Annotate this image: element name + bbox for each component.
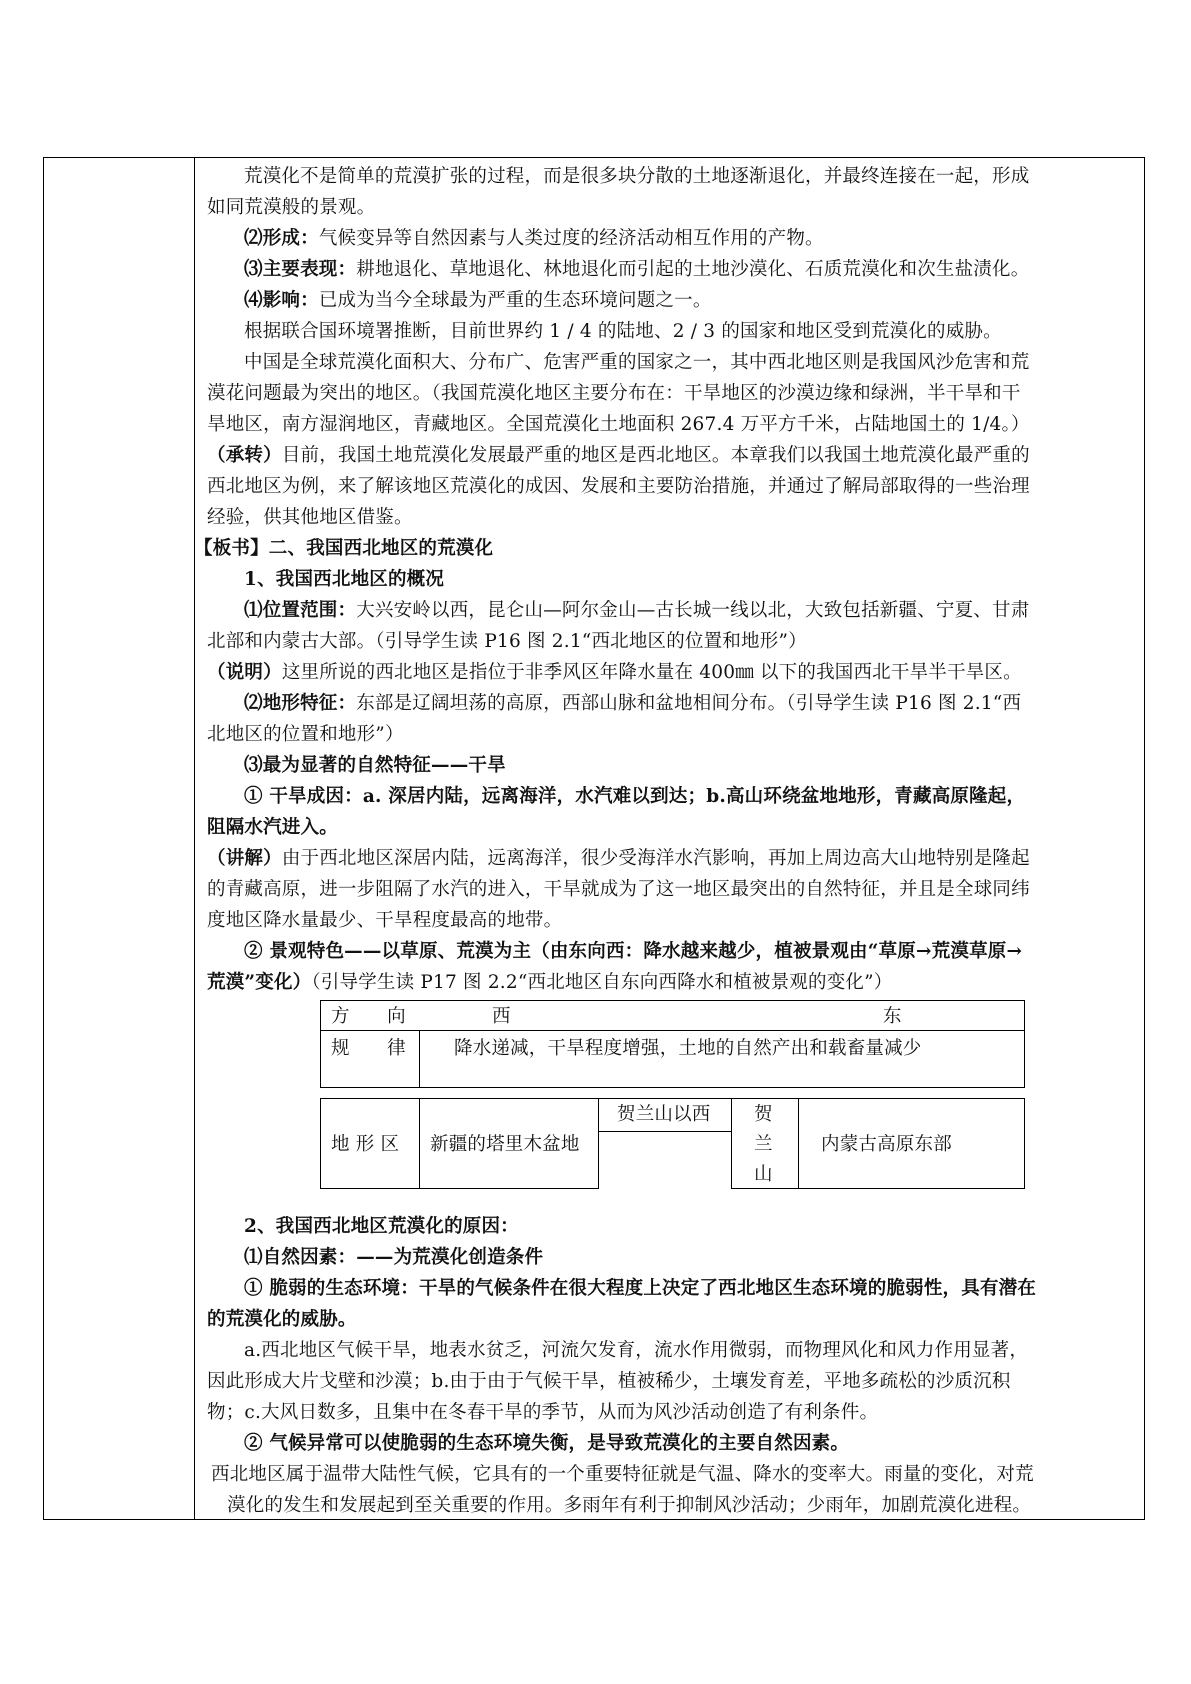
text-line [207,843,1127,874]
text-line: 北部和内蒙古大部。（引导学生读 P16 图 2.1“西北地区的位置和地形”） [207,631,807,652]
text-line [207,967,1127,998]
line-text: 目前，我国土地荒漠化发展最严重的地区是西北地区。本章我们以我国土地荒漠化最严重的 [281,445,1030,466]
terrain-cell-3 [731,1098,799,1189]
text-line: a.西北地区气候干旱，地表水贫乏，河流欠发育，流水作用微弱，而物理风化和风力作用显著， [244,1340,1029,1361]
text-line [207,223,1127,254]
line-text: 这里所说的西北地区是指位于非季风区年降水量在 400㎜ 以下的我国西北干旱半干旱区。 [281,662,1022,683]
bold-lead: ⑴自然因素：——为荒漠化创造条件 [244,1247,544,1268]
bold-lead: ⑶主要表现： [244,259,357,280]
rule-text: 降水递减，干旱程度增强，土地的自然产出和载畜量减少 [454,1038,922,1059]
text-line: 如同荒漠般的景观。 [207,197,376,218]
bold-lead: 阻隔水汽进入。 [207,817,338,838]
text-line: 的青藏高原，进一步阻隔了水汽的进入，干旱就成为了这一地区最突出的自然特征，并且是全球同纬 [207,879,1030,900]
text-line [207,812,1127,843]
terrain-cell-2 [598,1098,732,1132]
east-label: 东 [883,1006,902,1027]
bold-lead: （承转） [207,445,282,466]
rule-label: 规 律 [331,1038,406,1059]
text-line: 西北地区为例，来了解该地区荒漠化的成因、发展和主要防治措施，并通过了解局部取得的一些治理 [207,476,1030,497]
bold-lead: 荒漠”变化） [207,972,312,993]
text-line: 西北地区属于温带大陆性气候，它具有的一个重要特征就是气温、降水的变率大。雨量的变化，对荒 [211,1464,1034,1485]
terrain-3c: 山 [754,1164,773,1185]
lesson-content [194,161,1127,1521]
text-line: 因此形成大片戈壁和沙漠；b.由于由于气候干旱，植被稀少，土壤发育差，平地多疏松的沙质沉积 [207,1371,1011,1392]
text-line: 经验，供其他地区借鉴。 [207,507,413,528]
text-line [207,1273,1127,1304]
text-line: 物；c.大风日数多，且集中在冬春干旱的季节，从而为风沙活动创造了有利条件。 [207,1402,879,1423]
text-line [207,1211,1127,1242]
terrain-cell-1 [419,1098,599,1189]
text-line [207,1304,1127,1335]
line-text: 耕地退化、草地退化、林地退化而引起的土地沙漠化、石质荒漠化和次生盐渍化。 [356,259,1030,280]
rule-label-cell [320,1030,420,1088]
text-line: 旱地区，南方湿润地区，青藏地区。全国荒漠化土地面积 267.4 万平方千米，占陆地国土的 1/4。） [207,414,1030,435]
text-line: 度地区降水量最少、干旱程度最高的地带。 [207,910,563,931]
text-line: 荒漠化不是简单的荒漠扩张的过程，而是很多块分散的土地逐渐退化，并最终连接在一起，形成 [244,166,1030,187]
line-text: 大兴安岭以西，昆仑山—阿尔金山—古长城一线以北，大致包括新疆、宁夏、甘肃 [356,600,1030,621]
text-line [207,285,1127,316]
terrain-4: 内蒙古高原东部 [821,1134,952,1155]
text-line [207,595,1127,626]
line-text: 东部是辽阔坦荡的高原，西部山脉和盆地相间分布。（引导学生读 P16 图 2.1“西 [356,693,1022,714]
bold-lead: ② 景观特色——以草原、荒漠为主（由东向西：降水越来越少，植被景观由“草原→荒漠草原→ [244,941,1023,962]
text-line [207,936,1127,967]
bold-lead: （讲解） [207,848,282,869]
bold-lead: ⑶最为显著的自然特征——干旱 [244,755,506,776]
direction-label: 方 向 [331,1006,406,1027]
column-divider [194,158,195,1519]
text-line [207,688,1127,719]
bold-lead: 的荒漠化的威胁。 [207,1309,357,1330]
text-line [207,1242,1127,1273]
text-line: 中国是全球荒漠化面积大、分布广、危害严重的国家之一，其中西北地区则是我国风沙危害和荒 [244,352,1030,373]
subsection-heading: 2、我国西北地区荒漠化的原因： [244,1216,519,1237]
text-line: 北地区的位置和地形”） [207,724,404,745]
bold-lead: ① 脆弱的生态环境：干旱的气候条件在很大程度上决定了西北地区生态环境的脆弱性，具有潜在 [244,1278,1037,1299]
terrain-label: 地 形 区 [331,1134,400,1155]
bold-lead: ⑷影响： [244,290,319,311]
bold-lead: （说明） [207,662,282,683]
outer-table [43,157,1145,1520]
line-text: 已成为当今全球最为严重的生态环境问题之一。 [318,290,712,311]
west-label: 西 [492,1006,511,1027]
bold-lead: ⑵地形特征： [244,693,357,714]
line-text: 由于西北地区深居内陆，远离海洋，很少受海洋水汽影响，再加上周边高大山地特别是隆起 [281,848,1030,869]
bold-lead: ⑵形成： [244,228,319,249]
line-text: （引导学生读 P17 图 2.2“西北地区自东向西降水和植被景观的变化”） [311,972,893,993]
terrain-cell-4 [798,1098,1025,1189]
text-line [207,657,1127,688]
text-line [207,254,1127,285]
bold-lead: ① 干旱成因：a. 深居内陆，远离海洋，水汽难以到达；b.高山环绕盆地地形，青藏高原隆起， [244,786,1026,807]
text-line: 漠花问题最为突出的地区。（我国荒漠化地区主要分布在：干旱地区的沙漠边缘和绿洲，半干旱和干 [207,383,1021,404]
text-line: 漠化的发生和发展起到至关重要的作用。多雨年有利于抑制风沙活动；少雨年，加剧荒漠化进程。 [227,1495,1032,1516]
bold-lead: ⑴位置范围： [244,600,357,621]
table-header-row [320,1000,1025,1031]
text-line: 根据联合国环境署推断，目前世界约 1 / 4 的陆地、2 / 3 的国家和地区受到荒漠化的威胁。 [244,321,1002,342]
bold-lead: ② 气候异常可以使脆弱的生态环境失衡，是导致荒漠化的主要自然因素。 [244,1433,850,1454]
text-line [194,533,1127,564]
line-text: 气候变异等自然因素与人类过度的经济活动相互作用的产物。 [318,228,824,249]
terrain-1: 新疆的塔里木盆地 [430,1134,580,1155]
terrain-3a: 贺 [754,1104,773,1125]
text-line [207,1428,1127,1459]
text-line [207,564,1127,595]
terrain-label-cell [320,1098,420,1189]
rule-text-cell [419,1030,1025,1088]
terrain-3b: 兰 [754,1134,773,1155]
text-line [207,781,1127,812]
subsection-heading: 1、我国西北地区的概况 [244,569,445,590]
text-line [207,750,1127,781]
section-heading: 【板书】二、我国西北地区的荒漠化 [194,538,494,559]
terrain-2: 贺兰山以西 [617,1104,711,1125]
landscape-table [320,1000,1025,1207]
text-line [207,440,1127,471]
